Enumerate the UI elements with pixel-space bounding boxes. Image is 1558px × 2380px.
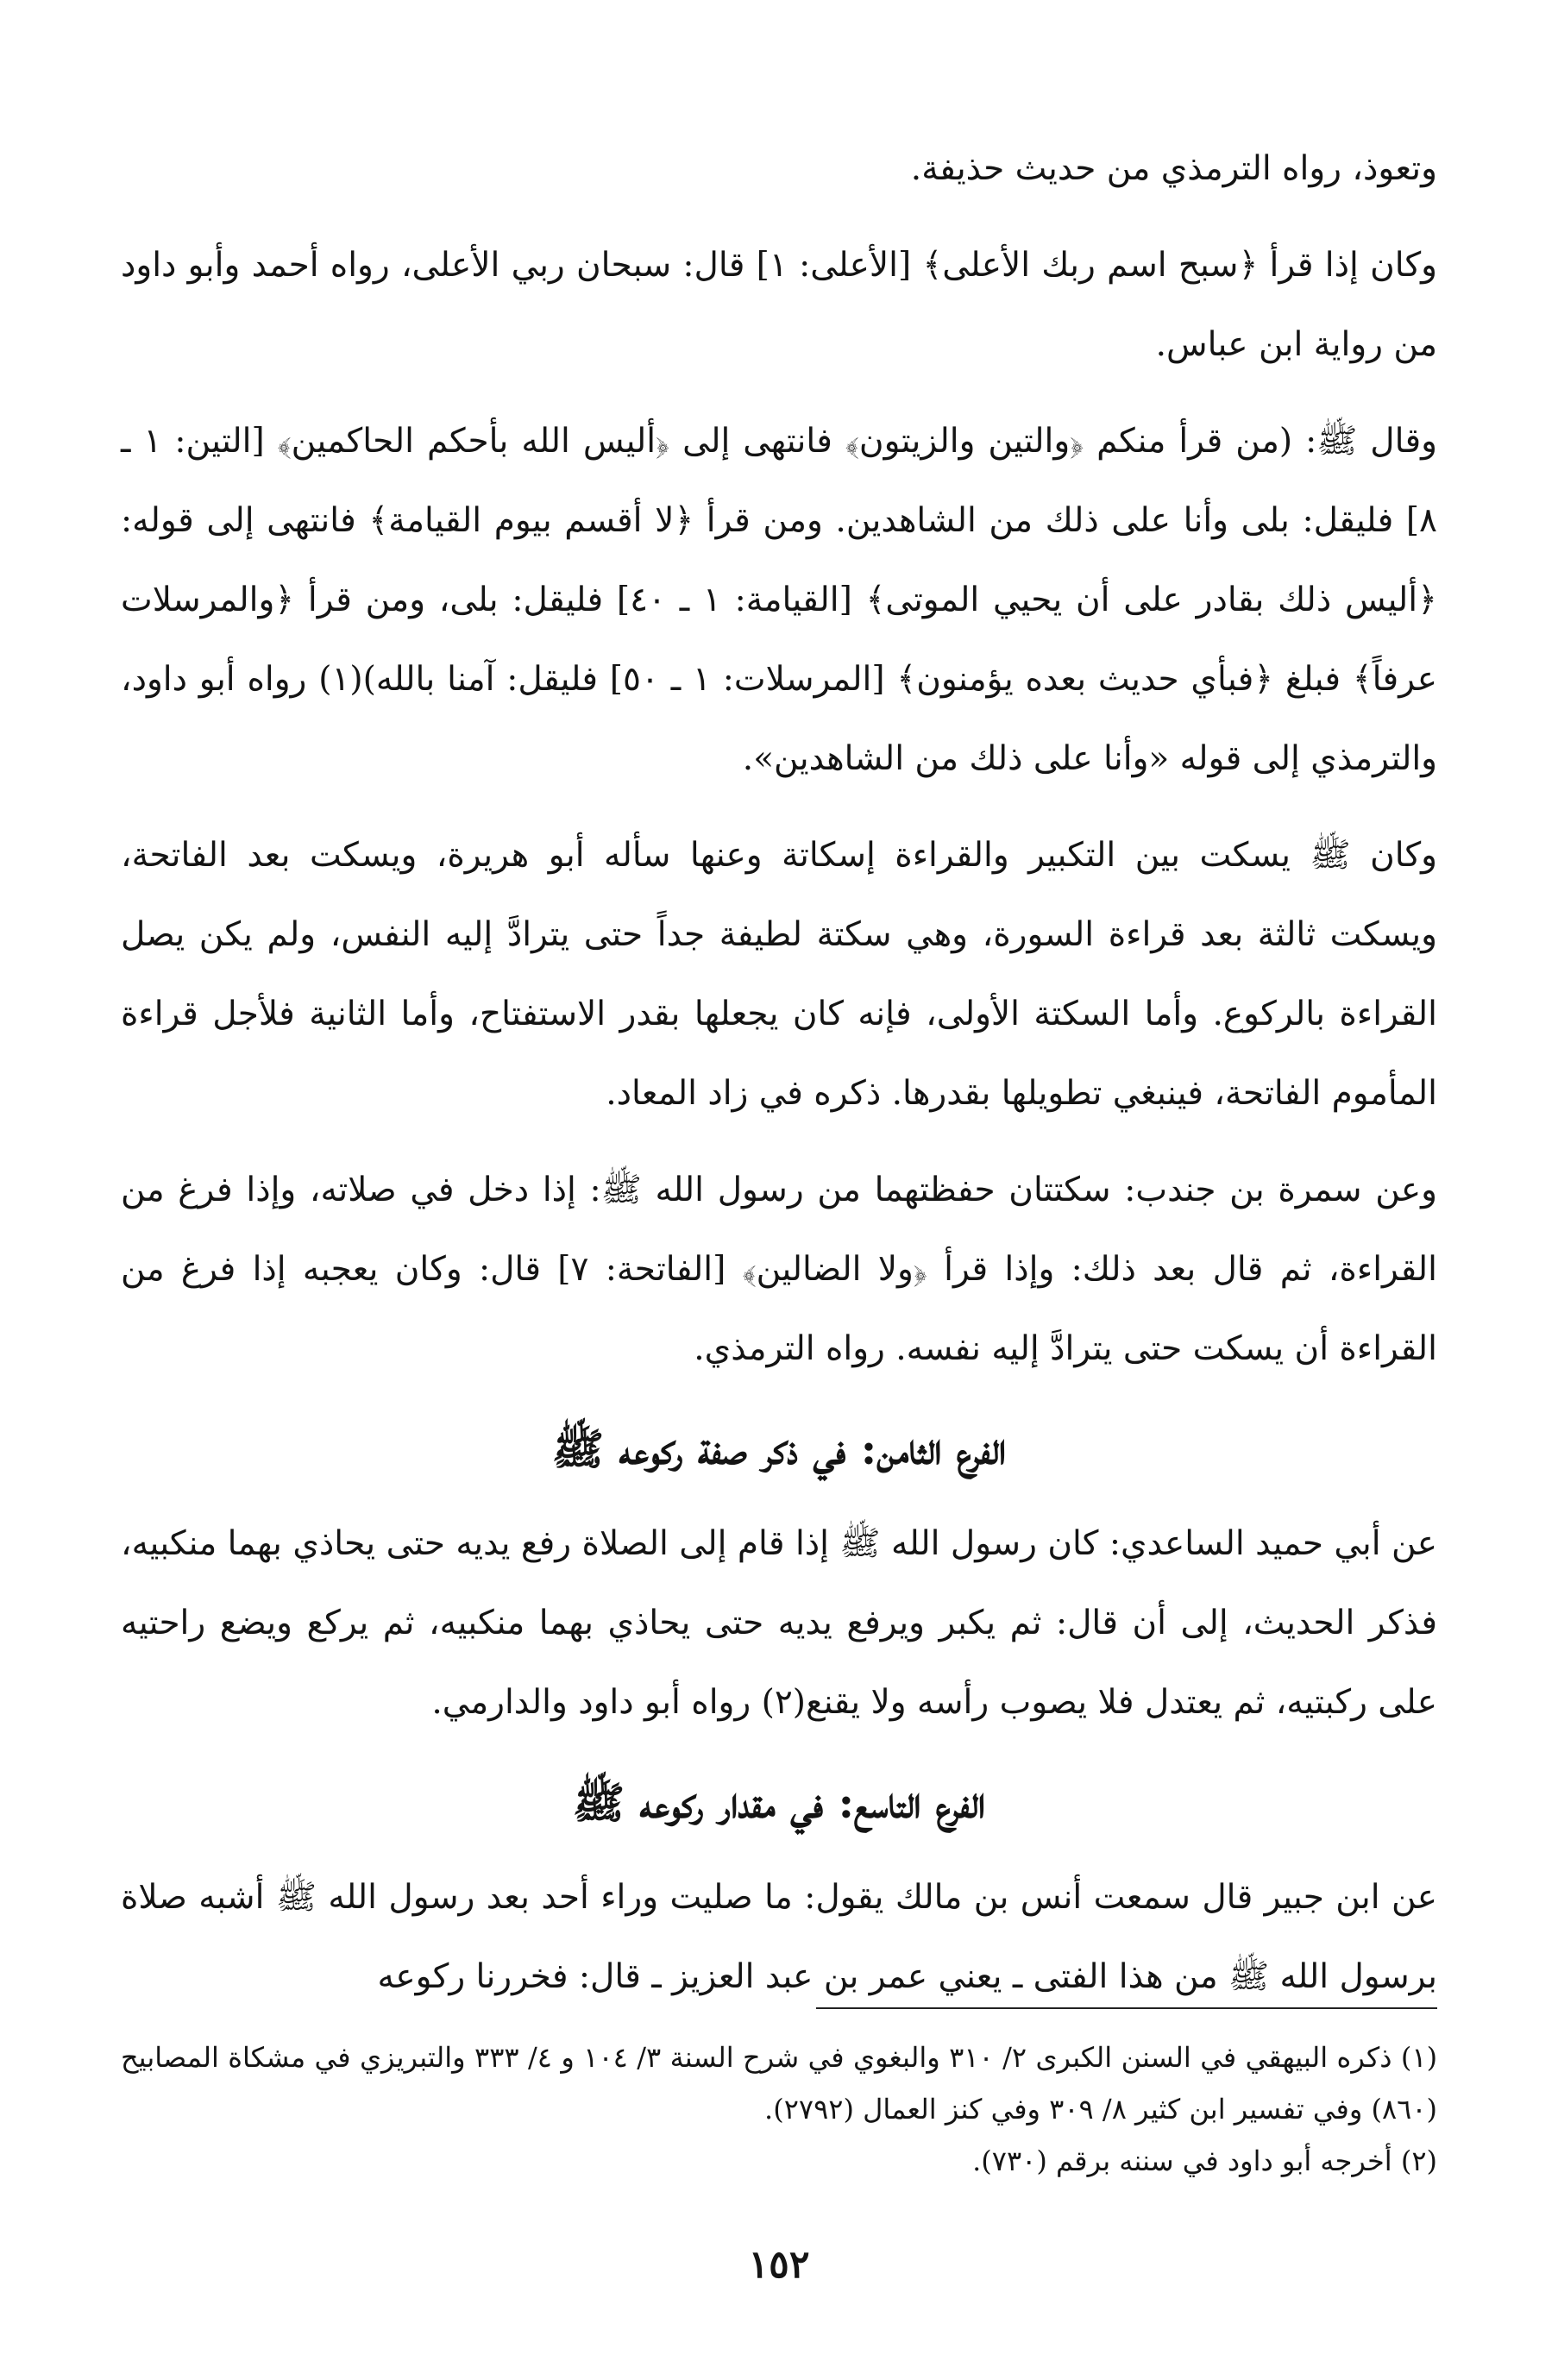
- paragraph-at-tin: وقال ﷺ: (من قرأ منكم ﴿والتين والزيتون﴾ فانتهى إلى ﴿أليس الله بأحكم الحاكمين﴾ [التين: ١ ـ ٨] فليقل: بلى وأنا على ذلك من الشاهدين. ومن قرأ ﴿لا أقسم بيوم القيامة﴾ فانتهى إلى قوله: ﴿أليس ذلك بقادر على أن يحيي الموتى﴾ [القيامة: ١ ـ ٤٠] فليقل: بلى، ومن قرأ ﴿والمرسلات عرفاً﴾ فبلغ ﴿فبأي حديث بعده يؤمنون﴾ [المرسلات: ١ ـ ٥٠] فليقل: آمنا بالله)(١) رواه أبو داود، والترمذي إلى قوله «وأنا على ذلك من الشاهدين».: [121, 422, 1437, 778]
- paragraph-silences: وكان ﷺ يسكت بين التكبير والقراءة إسكاتة وعنها سأله أبو هريرة، ويسكت بعد الفاتحة، ويسكت ثالثة بعد قراءة السورة، وهي سكتة لطيفة جداً حتى يترادَّ إليه النفس، ولم يكن يصل القراءة بالركوع. وأما السكتة الأولى، فإنه كان يجعلها بقدر الاستفتاح، وأما الثانية فلأجل قراءة المأموم الفاتحة، فينبغي تطويلها بقدرها. ذكره في زاد المعاد.: [121, 836, 1437, 1113]
- paragraph-section-8: عن أبي حميد الساعدي: كان رسول الله ﷺ إذا قام إلى الصلاة رفع يديه حتى يحاذي بهما منكبيه، فذكر الحديث، إلى أن قال: ثم يكبر ويرفع يديه حتى يحاذي بهما منكبيه، ثم يركع ويضع راحتيه على ركبتيه، ثم يعتدل فلا يصوب رأسه ولا يقنع(٢) رواه أبو داود والدارمي.: [121, 1524, 1437, 1722]
- paragraph-sabbih: وكان إذا قرأ ﴿سبح اسم ربك الأعلى﴾ [الأعلى: ١] قال: سبحان ربي الأعلى، رواه أحمد وأبو داود من رواية ابن عباس.: [121, 246, 1438, 364]
- section-heading-9: الفرع التاسع: في مقدار ركوعه ﷺ: [572, 1777, 986, 1828]
- footnotes: [121, 2031, 1437, 2187]
- footnote-divider: [816, 2007, 1437, 2009]
- section-heading-8: الفرع الثامن: في ذكر صفة ركوعه ﷺ: [551, 1423, 1007, 1474]
- paragraph-taawwudh: وتعوذ، رواه الترمذي من حديث حذيفة.: [910, 149, 1437, 188]
- footnote-2: (٢) أخرجه أبو داود في سننه برقم (٧٣٠).: [972, 2145, 1437, 2177]
- paragraph-samura: وعن سمرة بن جندب: سكتتان حفظتهما من رسول الله ﷺ: إذا دخل في صلاته، وإذا فرغ من القراءة، ثم قال بعد ذلك: وإذا قرأ ﴿ولا الضالين﴾ [الفاتحة: ٧] قال: وكان يعجبه إذا فرغ من القراءة أن يسكت حتى يترادَّ إليه نفسه. رواه الترمذي.: [121, 1171, 1437, 1368]
- paragraph-section-9: عن ابن جبير قال سمعت أنس بن مالك يقول: ما صليت وراء أحد بعد رسول الله ﷺ أشبه صلاة برسول الله ﷺ من هذا الفتى ـ يعني عمر بن عبد العزيز ـ قال: فخررنا ركوعه: [121, 1878, 1437, 1996]
- page-number: ١٥٢: [748, 2243, 810, 2287]
- page-body: [121, 129, 1437, 2034]
- footnote-1: (١) ذكره البيهقي في السنن الكبرى ٢/ ٣١٠ والبغوي في شرح السنة ٣/ ١٠٤ و ٤/ ٣٣٣ والتبريزي في مشكاة المصابيح (٨٦٠) وفي تفسير ابن كثير ٨/ ٣٠٩ وفي كنز العمال (٢٧٩٢).: [121, 2041, 1438, 2126]
